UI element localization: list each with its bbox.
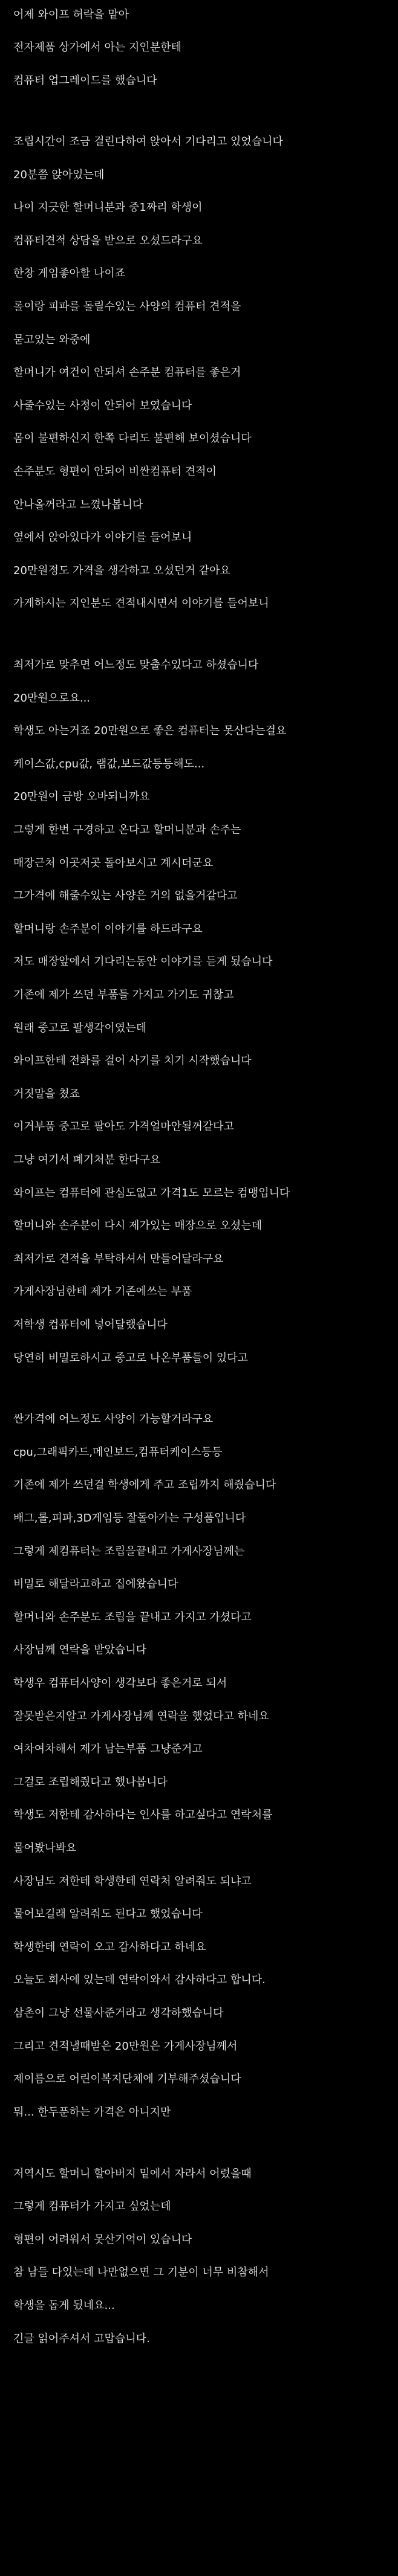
post-text-line: 할머니랑 손주분이 이야기를 하드라구요 — [13, 923, 203, 935]
post-text-line: 삼촌이 그냥 선물사준거라고 생각하했습니다 — [13, 2007, 224, 2019]
post-text-line: 싼가격에 어느정도 사양이 가능할거라구요 — [13, 1413, 214, 1425]
post-text-line: 오늘도 회사에 있는데 연락이와서 감사하다고 합니다. — [13, 1974, 266, 1986]
post-text-line: 뭐... 한두푼하는 가격은 아니지만 — [13, 2106, 171, 2119]
post-text-line: 제이름으로 어린이복지단체에 기부해주셨습니다 — [13, 2073, 241, 2085]
post-text-line: 가게하시는 지인분도 견적내시면서 이야기를 들어보니 — [13, 597, 269, 610]
post-text-line: 전자제품 상가에서 아는 지인분한테 — [13, 41, 181, 54]
post-text-line: 와이프한테 전화를 걸어 사기를 치기 시작했습니다 — [13, 1054, 252, 1067]
post-text-line: 학생한테 연락이 오고 감사하다고 하네요 — [13, 1941, 206, 1954]
post-text-line: 매장근처 이곳저곳 돌아보시고 계시더군요 — [13, 857, 214, 870]
post-text-line: 학생도 아는거죠 20만원으로 좋은 컴퓨터는 못산다는걸요 — [13, 725, 287, 737]
post-text-line: 당연히 비밀로하시고 중고로 나온부품들이 있다고 — [13, 1352, 249, 1364]
post-text-line: cpu,그래픽카드,메인보드,컴퓨터케이스등등 — [13, 1446, 223, 1459]
post-text-line: 묻고있는 와중에 — [13, 334, 91, 346]
post-text-line: 그렇게 컴퓨터가 가지고 싶었는데 — [13, 2200, 171, 2213]
post-text-line: 그렇게 한번 구경하고 온다고 할머니분과 손주는 — [13, 824, 241, 836]
post-text-line: 와이프는 컴퓨터에 관심도없고 가격1도 모르는 컴맹입니다 — [13, 1187, 290, 1199]
post-text-line: 그렇게 제컴퓨터는 조립을끝내고 가게사장님께는 — [13, 1545, 245, 1558]
post-text-line: 할머니와 손주분이 다시 제가있는 매장으로 오셨는데 — [13, 1219, 263, 1232]
post-text-line: 어제 와이프 허락을 맡아 — [13, 8, 129, 21]
post-text-line: 잘못받은지알고 가게사장님께 연락을 했었다고 하네요 — [13, 1710, 269, 1723]
post-text-line: 저도 매장앞에서 기다리는동안 이야기를 듣게 됬습니다 — [13, 955, 273, 968]
post-text-line: 거짓말을 쳤죠 — [13, 1088, 80, 1100]
post-text-line: 사장님께 연락을 받았습니다 — [13, 1644, 147, 1656]
post-text-line: 그리고 견적낼때받은 20만원은 가게사장님께서 — [13, 2040, 238, 2053]
post-text-line: 최저가로 맞추면 어느정도 맞출수있다고 하셨습니다 — [13, 659, 259, 671]
post-text-line: 손주분도 형편이 안되어 비싼컴퓨터 견적이 — [13, 465, 217, 478]
post-text-line: 물어봤나봐요 — [13, 1842, 77, 1855]
post-text-line: 안나올꺼라고 느꼈나봅니다 — [13, 499, 143, 511]
post-text-line: 20분쯤 앉아있는데 — [13, 169, 105, 181]
post-text-line: 몸이 불편하신지 한쪽 다리도 불편해 보이셨습니다 — [13, 432, 252, 445]
post-text-line: 한창 게임좋아할 나이죠 — [13, 267, 126, 280]
post-text-line: 기존에 제가 쓰던걸 학생에게 주고 조립까지 해줬습니다 — [13, 1479, 276, 1491]
post-text-line: 참 남들 다있는데 나만없으면 그 기분이 너무 비참해서 — [13, 2266, 269, 2279]
post-text-line: 학생도 저한테 감사하다는 인사를 하고싶다고 연락처를 — [13, 1809, 273, 1821]
post-text-line: 컴퓨터 업그레이드를 했습니다 — [13, 74, 157, 87]
post-text-line: 비밀로 해달라고하고 집에왔습니다 — [13, 1578, 178, 1590]
post-text-line: 여차여차해서 제가 남는부품 그냥준거고 — [13, 1743, 203, 1755]
post-text-line: 20만원이 금방 오바되니까요 — [13, 790, 150, 803]
post-text-line: 학생을 돕게 됬네요... — [13, 2299, 115, 2312]
post-text-line: 이거부품 중고로 팔아도 가격얼마안될꺼같다고 — [13, 1120, 234, 1133]
post-text-line: 할머니와 손주분도 조립을 끝내고 가지고 가셨다고 — [13, 1611, 252, 1624]
post-text-line: 긴글 읽어주셔서 고맙습니다. — [13, 2332, 150, 2345]
post-text-line: 배그,롤,피파,3D게임등 잘돌아가는 구성품입니다 — [13, 1512, 246, 1525]
post-text-line: 옆에서 앉아있다가 이야기를 들어보니 — [13, 531, 192, 544]
post-text-line: 저역시도 할머니 할아버지 밑에서 자라서 어렸을때 — [13, 2168, 252, 2180]
post-text-line: 할머니가 여건이 안되셔 손주분 컴퓨터를 좋은거 — [13, 366, 241, 379]
post-text-line: 롤이랑 피파를 돌릴수있는 사양의 컴퓨터 견적을 — [13, 300, 241, 313]
post-text-line: 저학생 컴퓨터에 넣어달랬습니다 — [13, 1319, 168, 1331]
post-text-line: 원래 중고로 팔생각이였는데 — [13, 1022, 147, 1035]
post-text-line: 학생우 컴퓨터사양이 생각보다 좋은거로 되서 — [13, 1677, 227, 1690]
post-text-line: 나이 지긋한 할머니분과 중1짜리 학생이 — [13, 201, 203, 214]
post-text-line: 최저가로 견적을 부탁하셔서 만들어달라구요 — [13, 1253, 224, 1265]
post-text-line: 사장님도 저한테 학생한테 연락처 알려줘도 되냐고 — [13, 1875, 252, 1888]
post-text-line: 형편이 어려워서 못산기억이 있습니다 — [13, 2233, 192, 2246]
post-text-line: 그냥 여기서 폐기처분 한다구요 — [13, 1154, 161, 1166]
post-text-line: 20만원으로요... — [13, 692, 91, 705]
post-text-line: 그가격에 해줄수있는 사양은 거의 없을거같다고 — [13, 889, 238, 902]
post-text-line: 조립시간이 조금 걸린다하여 앉아서 기다리고 있었습니다 — [13, 135, 283, 148]
post-text-line: 컴퓨터견적 상담을 받으로 오셨드라구요 — [13, 234, 203, 247]
post-text-line: 물어보길래 알려줘도 된다고 했었습니다 — [13, 1908, 203, 1920]
post-text-line: 기존에 제가 쓰던 부품들 가지고 가기도 귀찮고 — [13, 989, 234, 1001]
post-text-line: 사줄수있는 사정이 안되어 보였습니다 — [13, 399, 192, 412]
post-text-line: 가게사장님한테 제가 기존에쓰는 부품 — [13, 1285, 192, 1298]
post-text-line: 그걸로 조립해줬다고 했나봅니다 — [13, 1776, 168, 1789]
post-text-line: 20만원정도 가격을 생각하고 오셨던거 같아요 — [13, 564, 230, 577]
post-text-line: 케이스값,cpu값, 램값,보드값등등해도... — [13, 758, 205, 770]
